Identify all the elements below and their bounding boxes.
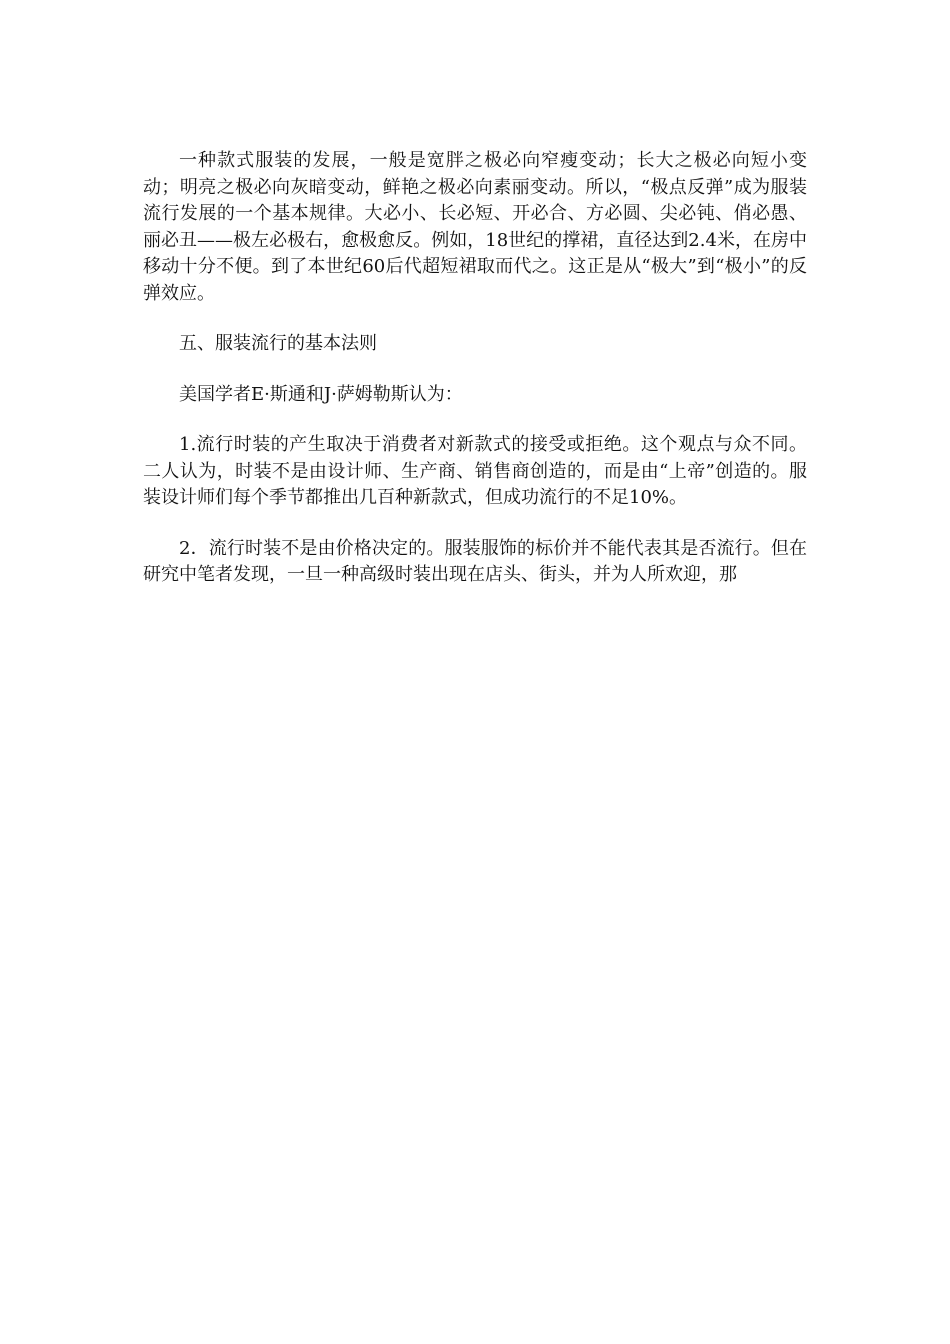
section-heading-basic-rules: 五、服装流行的基本法则 (179, 333, 377, 354)
paragraph-rule-1: 1.流行时装的产生取决于消费者对新款式的接受或拒绝。这个观点与众不同。二人认为，时装不是由设计师、生产商、销售商创造的，而是由“上帝”创造的。服装设计师们每个季节都推出几百种新款式，但成功流行的不足10%。 (143, 434, 807, 508)
document-body (143, 148, 807, 613)
paragraph-rule-2: 2．流行时装不是由价格决定的。服装服饰的标价并不能代表其是否流行。但在研究中笔者发现，一旦一种高级时装出现在店头、街头，并为人所欢迎，那 (143, 537, 807, 585)
paragraph-scholars-intro: 美国学者E·斯通和J·萨姆勒斯认为： (179, 383, 463, 405)
paragraph-extremes-rebound: 一种款式服装的发展，一般是宽胖之极必向窄瘦变动；长大之极必向短小变动；明亮之极必向灰暗变动，鲜艳之极必向素丽变动。所以，“极点反弹”成为服装流行发展的一个基本规律。大必小、长必短、开必合、方必圆、尖必钝、俏必愚、丽必丑——极左必极右，愈极愈反。例如，18世纪的撑裙，直径达到2.4米，在房中移动十分不便。到了本世纪60后代超短裙取而代之。这正是从“极大”到“极小”的反弹效应。 (143, 150, 807, 304)
